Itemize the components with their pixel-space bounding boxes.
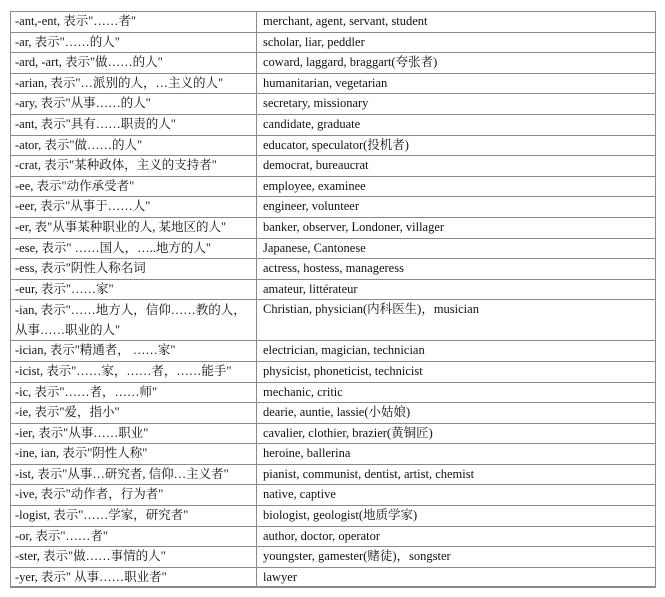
example-cell: amateur, littérateur	[257, 279, 656, 300]
example-cell: lawyer	[257, 567, 656, 588]
suffix-cell: -eur, 表示"……家"	[11, 279, 257, 300]
suffix-cell: -crat, 表示"某种政体，主义的支持者"	[11, 156, 257, 177]
table-row	[11, 382, 656, 403]
example-cell: scholar, liar, peddler	[257, 32, 656, 53]
table-row	[11, 485, 656, 506]
table-row	[11, 259, 656, 280]
example-cell: electrician, magician, technician	[257, 341, 656, 362]
table-row	[11, 32, 656, 53]
example-cell: merchant, agent, servant, student	[257, 12, 656, 33]
table-row	[11, 526, 656, 547]
table-row	[11, 197, 656, 218]
suffix-cell: -or, 表示"……者"	[11, 526, 257, 547]
example-cell: actress, hostess, manageress	[257, 259, 656, 280]
suffix-cell: -ar, 表示"……的人"	[11, 32, 257, 53]
table-row	[11, 279, 656, 300]
table-row	[11, 12, 656, 33]
suffix-cell: -ic, 表示"……者，……师"	[11, 382, 257, 403]
example-cell: heroine, ballerina	[257, 444, 656, 465]
table-row	[11, 361, 656, 382]
example-cell: pianist, communist, dentist, artist, chemist	[257, 464, 656, 485]
example-cell: engineer, volunteer	[257, 197, 656, 218]
suffix-cell: -ary, 表示"从事……的人"	[11, 94, 257, 115]
table-row	[11, 300, 656, 341]
table-row	[11, 176, 656, 197]
suffix-table	[10, 11, 656, 588]
example-cell: youngster, gamester(赌徒)，songster	[257, 547, 656, 568]
example-cell: author, doctor, operator	[257, 526, 656, 547]
table-row	[11, 53, 656, 74]
table-row	[11, 567, 656, 588]
suffix-cell: -ant, 表示"具有……职责的人"	[11, 114, 257, 135]
suffix-cell: -icist, 表示"……家，……者，……能手"	[11, 361, 257, 382]
example-cell: democrat, bureaucrat	[257, 156, 656, 177]
table-row	[11, 217, 656, 238]
suffix-cell: -arian, 表示"…派别的人，…主义的人"	[11, 73, 257, 94]
table-row	[11, 464, 656, 485]
table-body	[11, 12, 656, 588]
example-cell: coward, laggard, braggart(夸张者)	[257, 53, 656, 74]
example-cell: humanitarian, vegetarian	[257, 73, 656, 94]
example-cell: employee, examinee	[257, 176, 656, 197]
table-row	[11, 423, 656, 444]
table-row	[11, 156, 656, 177]
example-cell: Christian, physician(内科医生)，musician	[257, 300, 656, 341]
suffix-cell: -ese, 表示" ……国人，…..地方的人"	[11, 238, 257, 259]
example-cell: biologist, geologist(地质学家)	[257, 506, 656, 527]
suffix-cell: -yer, 表示" 从事……职业者"	[11, 567, 257, 588]
table-row	[11, 403, 656, 424]
example-cell: mechanic, critic	[257, 382, 656, 403]
suffix-cell: -ant,-ent, 表示"……者"	[11, 12, 257, 33]
example-cell: candidate, graduate	[257, 114, 656, 135]
suffix-cell: -logist, 表示"……学家，研究者"	[11, 506, 257, 527]
table-row	[11, 73, 656, 94]
example-cell: dearie, auntie, lassie(小姑娘)	[257, 403, 656, 424]
table-row	[11, 94, 656, 115]
example-cell: native, captive	[257, 485, 656, 506]
suffix-cell: -ier, 表示"从事……职业"	[11, 423, 257, 444]
example-cell: physicist, phoneticist, technicist	[257, 361, 656, 382]
table-row	[11, 114, 656, 135]
table-row	[11, 547, 656, 568]
example-cell: educator, speculator(投机者)	[257, 135, 656, 156]
example-cell: cavalier, clothier, brazier(黄铜匠)	[257, 423, 656, 444]
suffix-cell: -ician, 表示"精通者， ……家"	[11, 341, 257, 362]
table-row	[11, 341, 656, 362]
example-cell: secretary, missionary	[257, 94, 656, 115]
suffix-cell: -ie, 表示"爱，指小"	[11, 403, 257, 424]
suffix-cell: -eer, 表示"从事于……人"	[11, 197, 257, 218]
suffix-cell: -ess, 表示"阴性人称名词	[11, 259, 257, 280]
suffix-cell: -ster, 表示"做……事情的人"	[11, 547, 257, 568]
suffix-cell: -ee, 表示"动作承受者"	[11, 176, 257, 197]
suffix-cell: -er, 表"从事某种职业的人, 某地区的人"	[11, 217, 257, 238]
example-cell: Japanese, Cantonese	[257, 238, 656, 259]
example-cell: banker, observer, Londoner, villager	[257, 217, 656, 238]
table-row	[11, 506, 656, 527]
table-row	[11, 238, 656, 259]
suffix-cell: -ian, 表示"……地方人，信仰……教的人，从事……职业的人"	[11, 300, 257, 341]
suffix-cell: -ator, 表示"做……的人"	[11, 135, 257, 156]
suffix-cell: -ard, -art, 表示"做……的人"	[11, 53, 257, 74]
suffix-cell: -ine, ian, 表示"阴性人称"	[11, 444, 257, 465]
suffix-cell: -ist, 表示"从事…研究者, 信仰…主义者"	[11, 464, 257, 485]
suffix-cell: -ive, 表示"动作者，行为者"	[11, 485, 257, 506]
table-row	[11, 444, 656, 465]
table-row	[11, 135, 656, 156]
